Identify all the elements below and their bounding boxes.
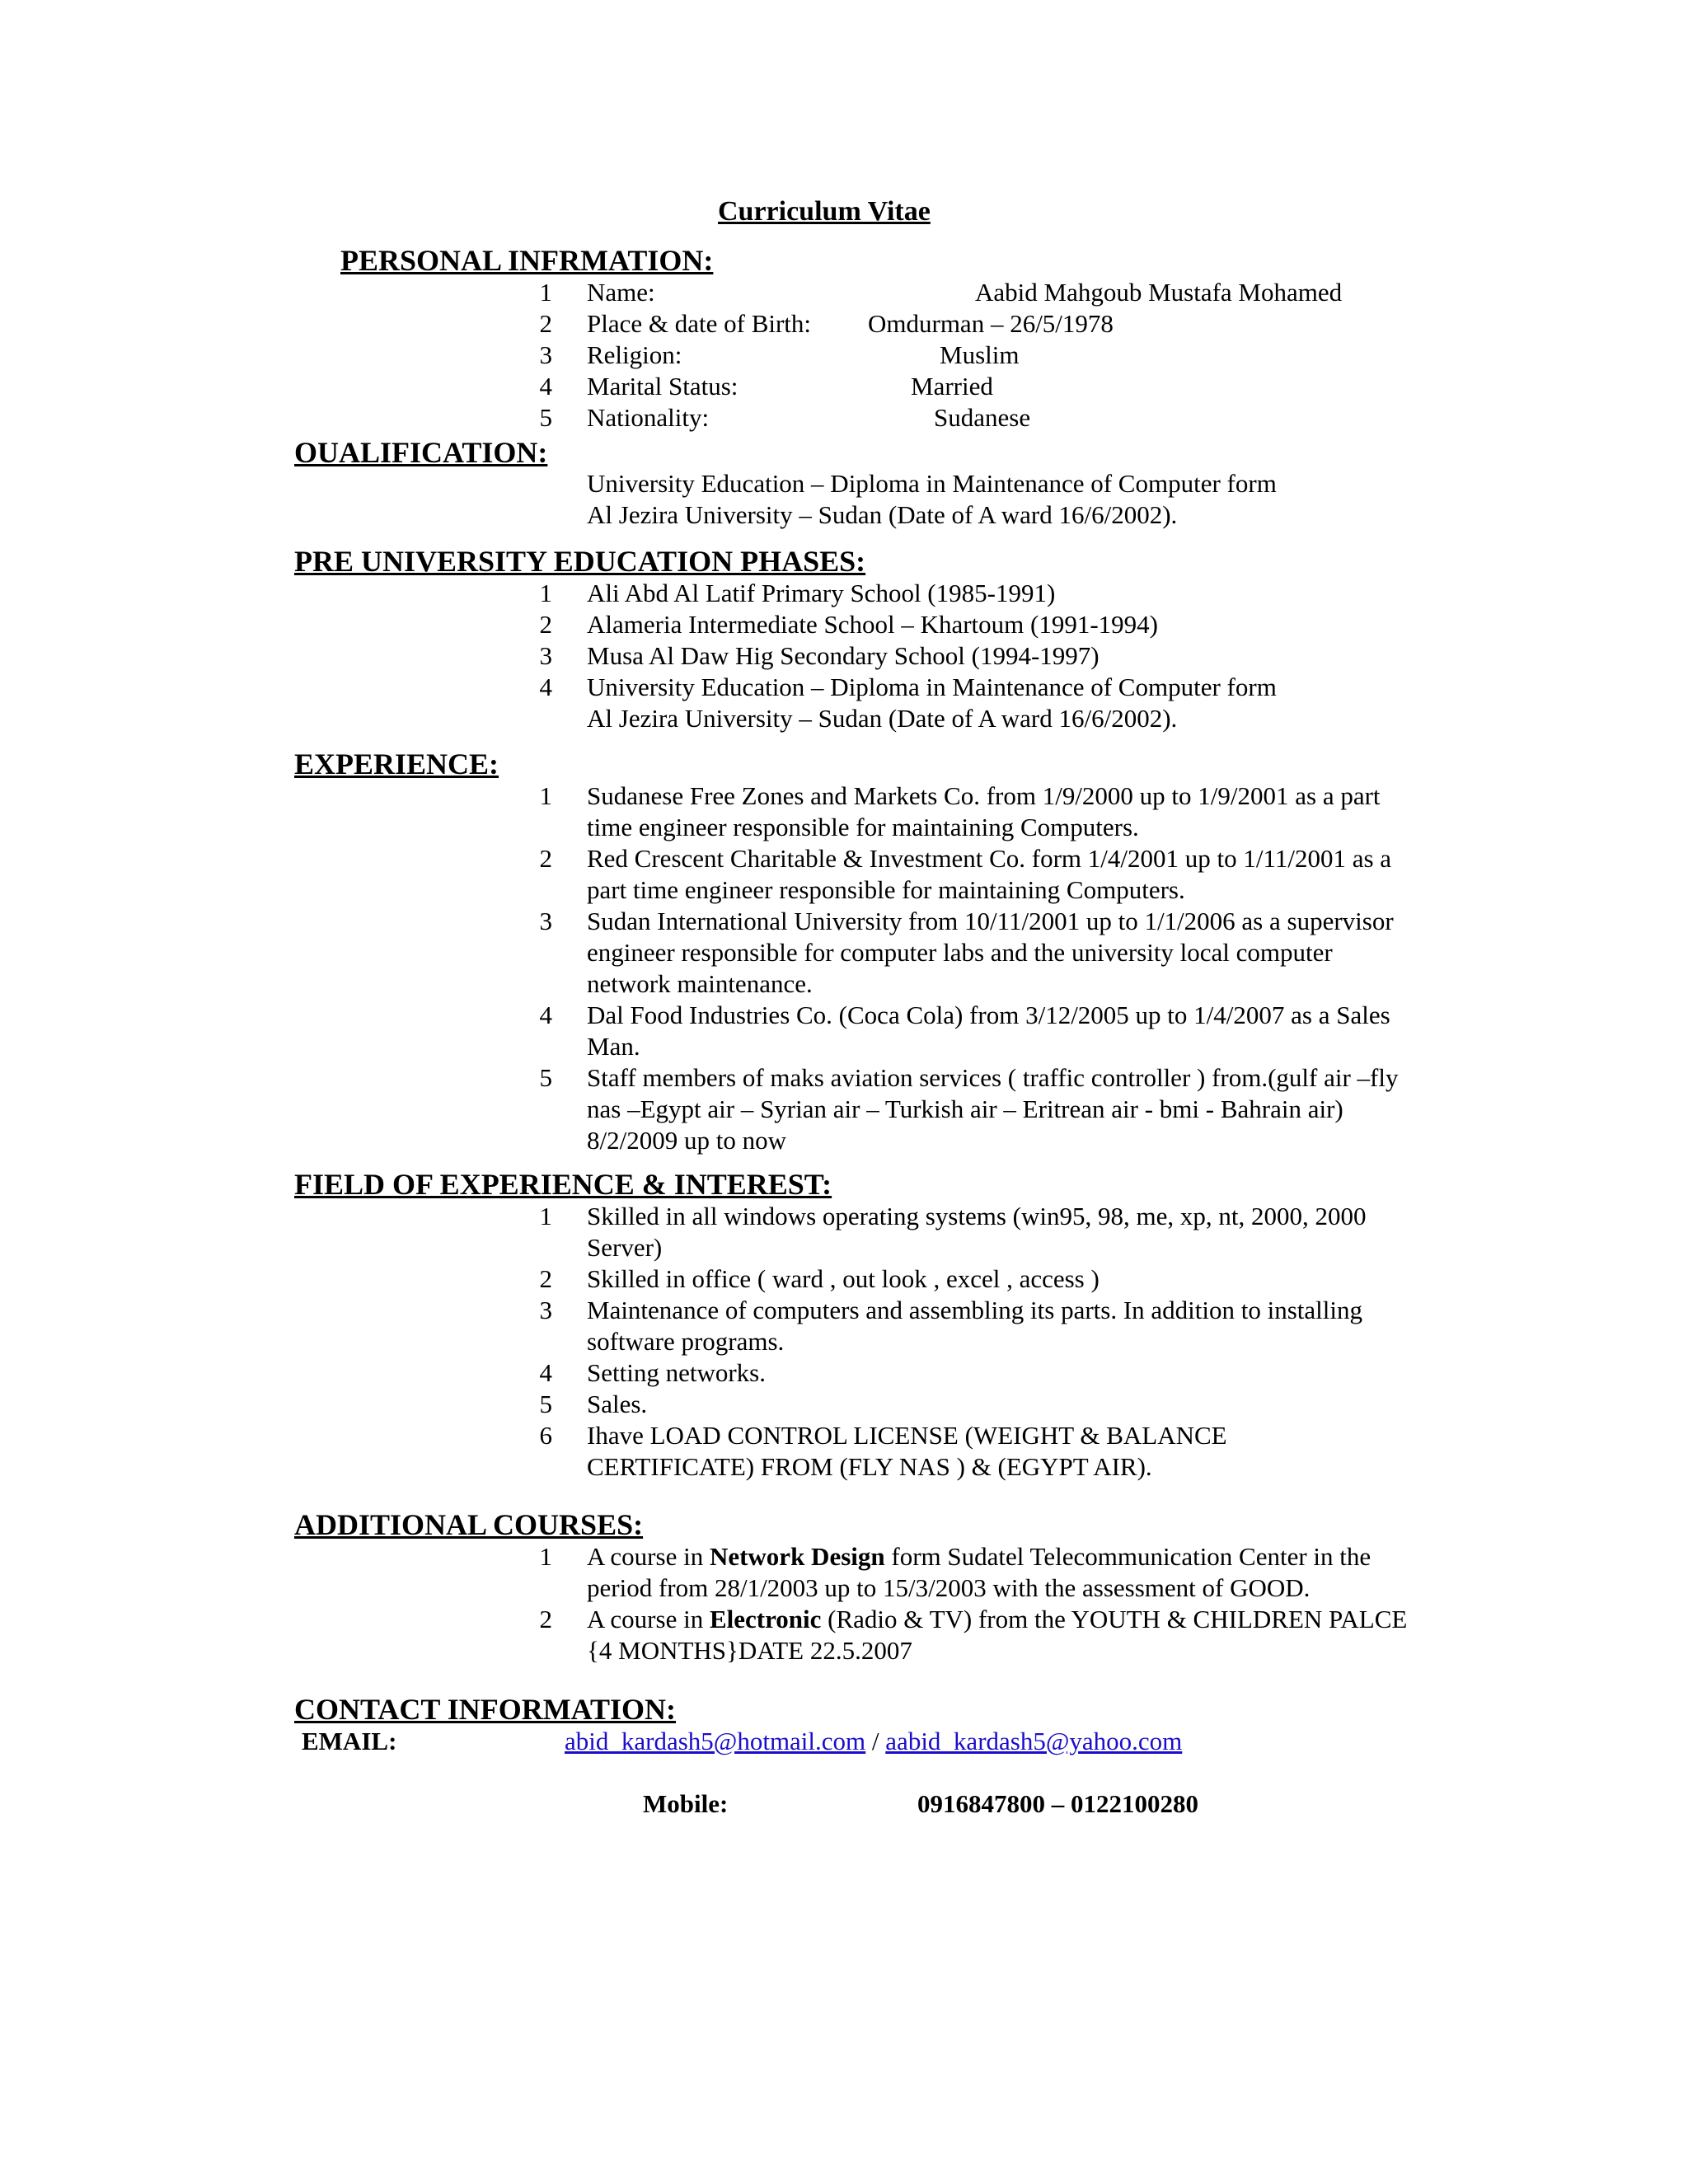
personal-num-3: 3 — [539, 340, 552, 369]
experience-num-3: 3 — [539, 907, 552, 935]
name-label: Name: — [587, 278, 655, 307]
qualification-heading: OUALIFICATION: — [294, 436, 548, 469]
course-num-1: 1 — [539, 1542, 552, 1571]
course-name: Electronic — [709, 1605, 822, 1633]
experience-item: Red Crescent Charitable & Investment Co. form 1/4/2001 up to 1/11/2001 as a — [587, 844, 1392, 873]
marital-value: Married — [911, 372, 993, 401]
pre-university-item: Ali Abd Al Latif Primary School (1985-1991) — [587, 579, 1056, 607]
field-num-6: 6 — [539, 1421, 552, 1450]
course-pre: A course in — [587, 1542, 710, 1571]
experience-item: network maintenance. — [587, 969, 813, 998]
course-name: Network Design — [709, 1542, 885, 1571]
course-item-line2: period from 28/1/2003 up to 15/3/2003 with the assessment of GOOD. — [587, 1573, 1311, 1602]
field-item: Setting networks. — [587, 1358, 766, 1387]
experience-item: Staff members of maks aviation services ( traffic controller ) from.(gulf air –fly — [587, 1063, 1399, 1092]
course-item-line2: {4 MONTHS}DATE 22.5.2007 — [587, 1636, 912, 1665]
email-label: EMAIL: — [302, 1727, 397, 1755]
nationality-value: Sudanese — [934, 403, 1031, 432]
mobile-value: 0916847800 – 0122100280 — [917, 1789, 1198, 1818]
page-title: Curriculum Vitae — [718, 196, 931, 227]
field-item: Maintenance of computers and assembling its parts. In addition to installing — [587, 1296, 1363, 1324]
experience-num-4: 4 — [539, 1001, 552, 1029]
field-num-4: 4 — [539, 1358, 552, 1387]
experience-item: Sudan International University from 10/11/2001 up to 1/1/2006 as a supervisor — [587, 907, 1394, 935]
experience-item: part time engineer responsible for maintaining Computers. — [587, 875, 1185, 904]
qualification-line: University Education – Diploma in Maintenance of Computer form — [587, 469, 1277, 498]
field-item: Skilled in office ( ward , out look , excel , access ) — [587, 1264, 1100, 1293]
field-heading: FIELD OF EXPERIENCE & INTEREST: — [294, 1168, 832, 1201]
nationality-label: Nationality: — [587, 403, 710, 432]
experience-heading: EXPERIENCE: — [294, 748, 499, 780]
course-item — [587, 1541, 1371, 1572]
field-item: Server) — [587, 1233, 663, 1262]
personal-num-2: 2 — [539, 309, 552, 338]
pre-university-heading: PRE UNIVERSITY EDUCATION PHASES: — [294, 545, 866, 578]
course-post: form Sudatel Telecommunication Center in the — [884, 1542, 1372, 1571]
experience-item: time engineer responsible for maintaining Computers. — [587, 813, 1139, 841]
course-pre: A course in — [587, 1605, 710, 1633]
field-num-1: 1 — [539, 1202, 552, 1230]
pre-university-num-1: 1 — [539, 579, 552, 607]
field-num-3: 3 — [539, 1296, 552, 1324]
email-separator: / — [865, 1727, 886, 1755]
field-num-2: 2 — [539, 1264, 552, 1293]
experience-item: 8/2/2009 up to now — [587, 1126, 786, 1155]
experience-item: nas –Egypt air – Syrian air – Turkish air – Eritrean air - bmi - Bahrain air) — [587, 1094, 1343, 1123]
pre-university-item: Alameria Intermediate School – Khartoum (1991-1994) — [587, 610, 1158, 639]
experience-item: Man. — [587, 1032, 640, 1061]
courses-heading: ADDITIONAL COURSES: — [294, 1508, 644, 1541]
qualification-line: Al Jezira University – Sudan (Date of A ward 16/6/2002). — [587, 500, 1178, 529]
mobile-label: Mobile: — [643, 1789, 729, 1818]
birth-label: Place & date of Birth: — [587, 309, 812, 338]
field-item: Skilled in all windows operating systems (win95, 98, me, xp, nt, 2000, 2000 — [587, 1202, 1367, 1230]
course-item — [587, 1604, 1407, 1635]
email-links — [565, 1726, 1182, 1757]
personal-num-5: 5 — [539, 403, 552, 432]
pre-university-num-4: 4 — [539, 673, 552, 701]
experience-item: Dal Food Industries Co. (Coca Cola) from 3/12/2005 up to 1/4/2007 as a Sales — [587, 1001, 1390, 1029]
contact-heading: CONTACT INFORMATION: — [294, 1693, 677, 1726]
experience-item: Sudanese Free Zones and Markets Co. from 1/9/2000 up to 1/9/2001 as a part — [587, 781, 1381, 810]
pre-university-item: Musa Al Daw Hig Secondary School (1994-1997) — [587, 641, 1100, 670]
experience-num-5: 5 — [539, 1063, 552, 1092]
pre-university-item: Al Jezira University – Sudan (Date of A ward 16/6/2002). — [587, 704, 1178, 733]
experience-num-2: 2 — [539, 844, 552, 873]
field-num-5: 5 — [539, 1390, 552, 1418]
course-num-2: 2 — [539, 1605, 552, 1633]
name-value: Aabid Mahgoub Mustafa Mohamed — [975, 278, 1343, 307]
field-item: Ihave LOAD CONTROL LICENSE (WEIGHT & BALANCE — [587, 1421, 1227, 1450]
experience-item: engineer responsible for computer labs and the university local computer — [587, 938, 1333, 967]
religion-label: Religion: — [587, 340, 682, 369]
email-link-yahoo[interactable]: aabid_kardash5@yahoo.com — [885, 1727, 1183, 1755]
personal-num-4: 4 — [539, 372, 552, 401]
course-post: (Radio & TV) from the YOUTH & CHILDREN PALCE — [821, 1605, 1408, 1633]
pre-university-num-3: 3 — [539, 641, 552, 670]
experience-num-1: 1 — [539, 781, 552, 810]
religion-value: Muslim — [940, 340, 1020, 369]
pre-university-item: University Education – Diploma in Maintenance of Computer form — [587, 673, 1277, 701]
personal-heading: PERSONAL INFRMATION: — [340, 244, 714, 277]
pre-university-num-2: 2 — [539, 610, 552, 639]
field-item: Sales. — [587, 1390, 648, 1418]
personal-num-1: 1 — [539, 278, 552, 307]
marital-label: Marital Status: — [587, 372, 738, 401]
field-item: software programs. — [587, 1327, 785, 1356]
birth-value: Omdurman – 26/5/1978 — [868, 309, 1114, 338]
field-item: CERTIFICATE) FROM (FLY NAS ) & (EGYPT AIR). — [587, 1452, 1152, 1481]
email-link-hotmail[interactable]: abid_kardash5@hotmail.com — [565, 1727, 866, 1755]
